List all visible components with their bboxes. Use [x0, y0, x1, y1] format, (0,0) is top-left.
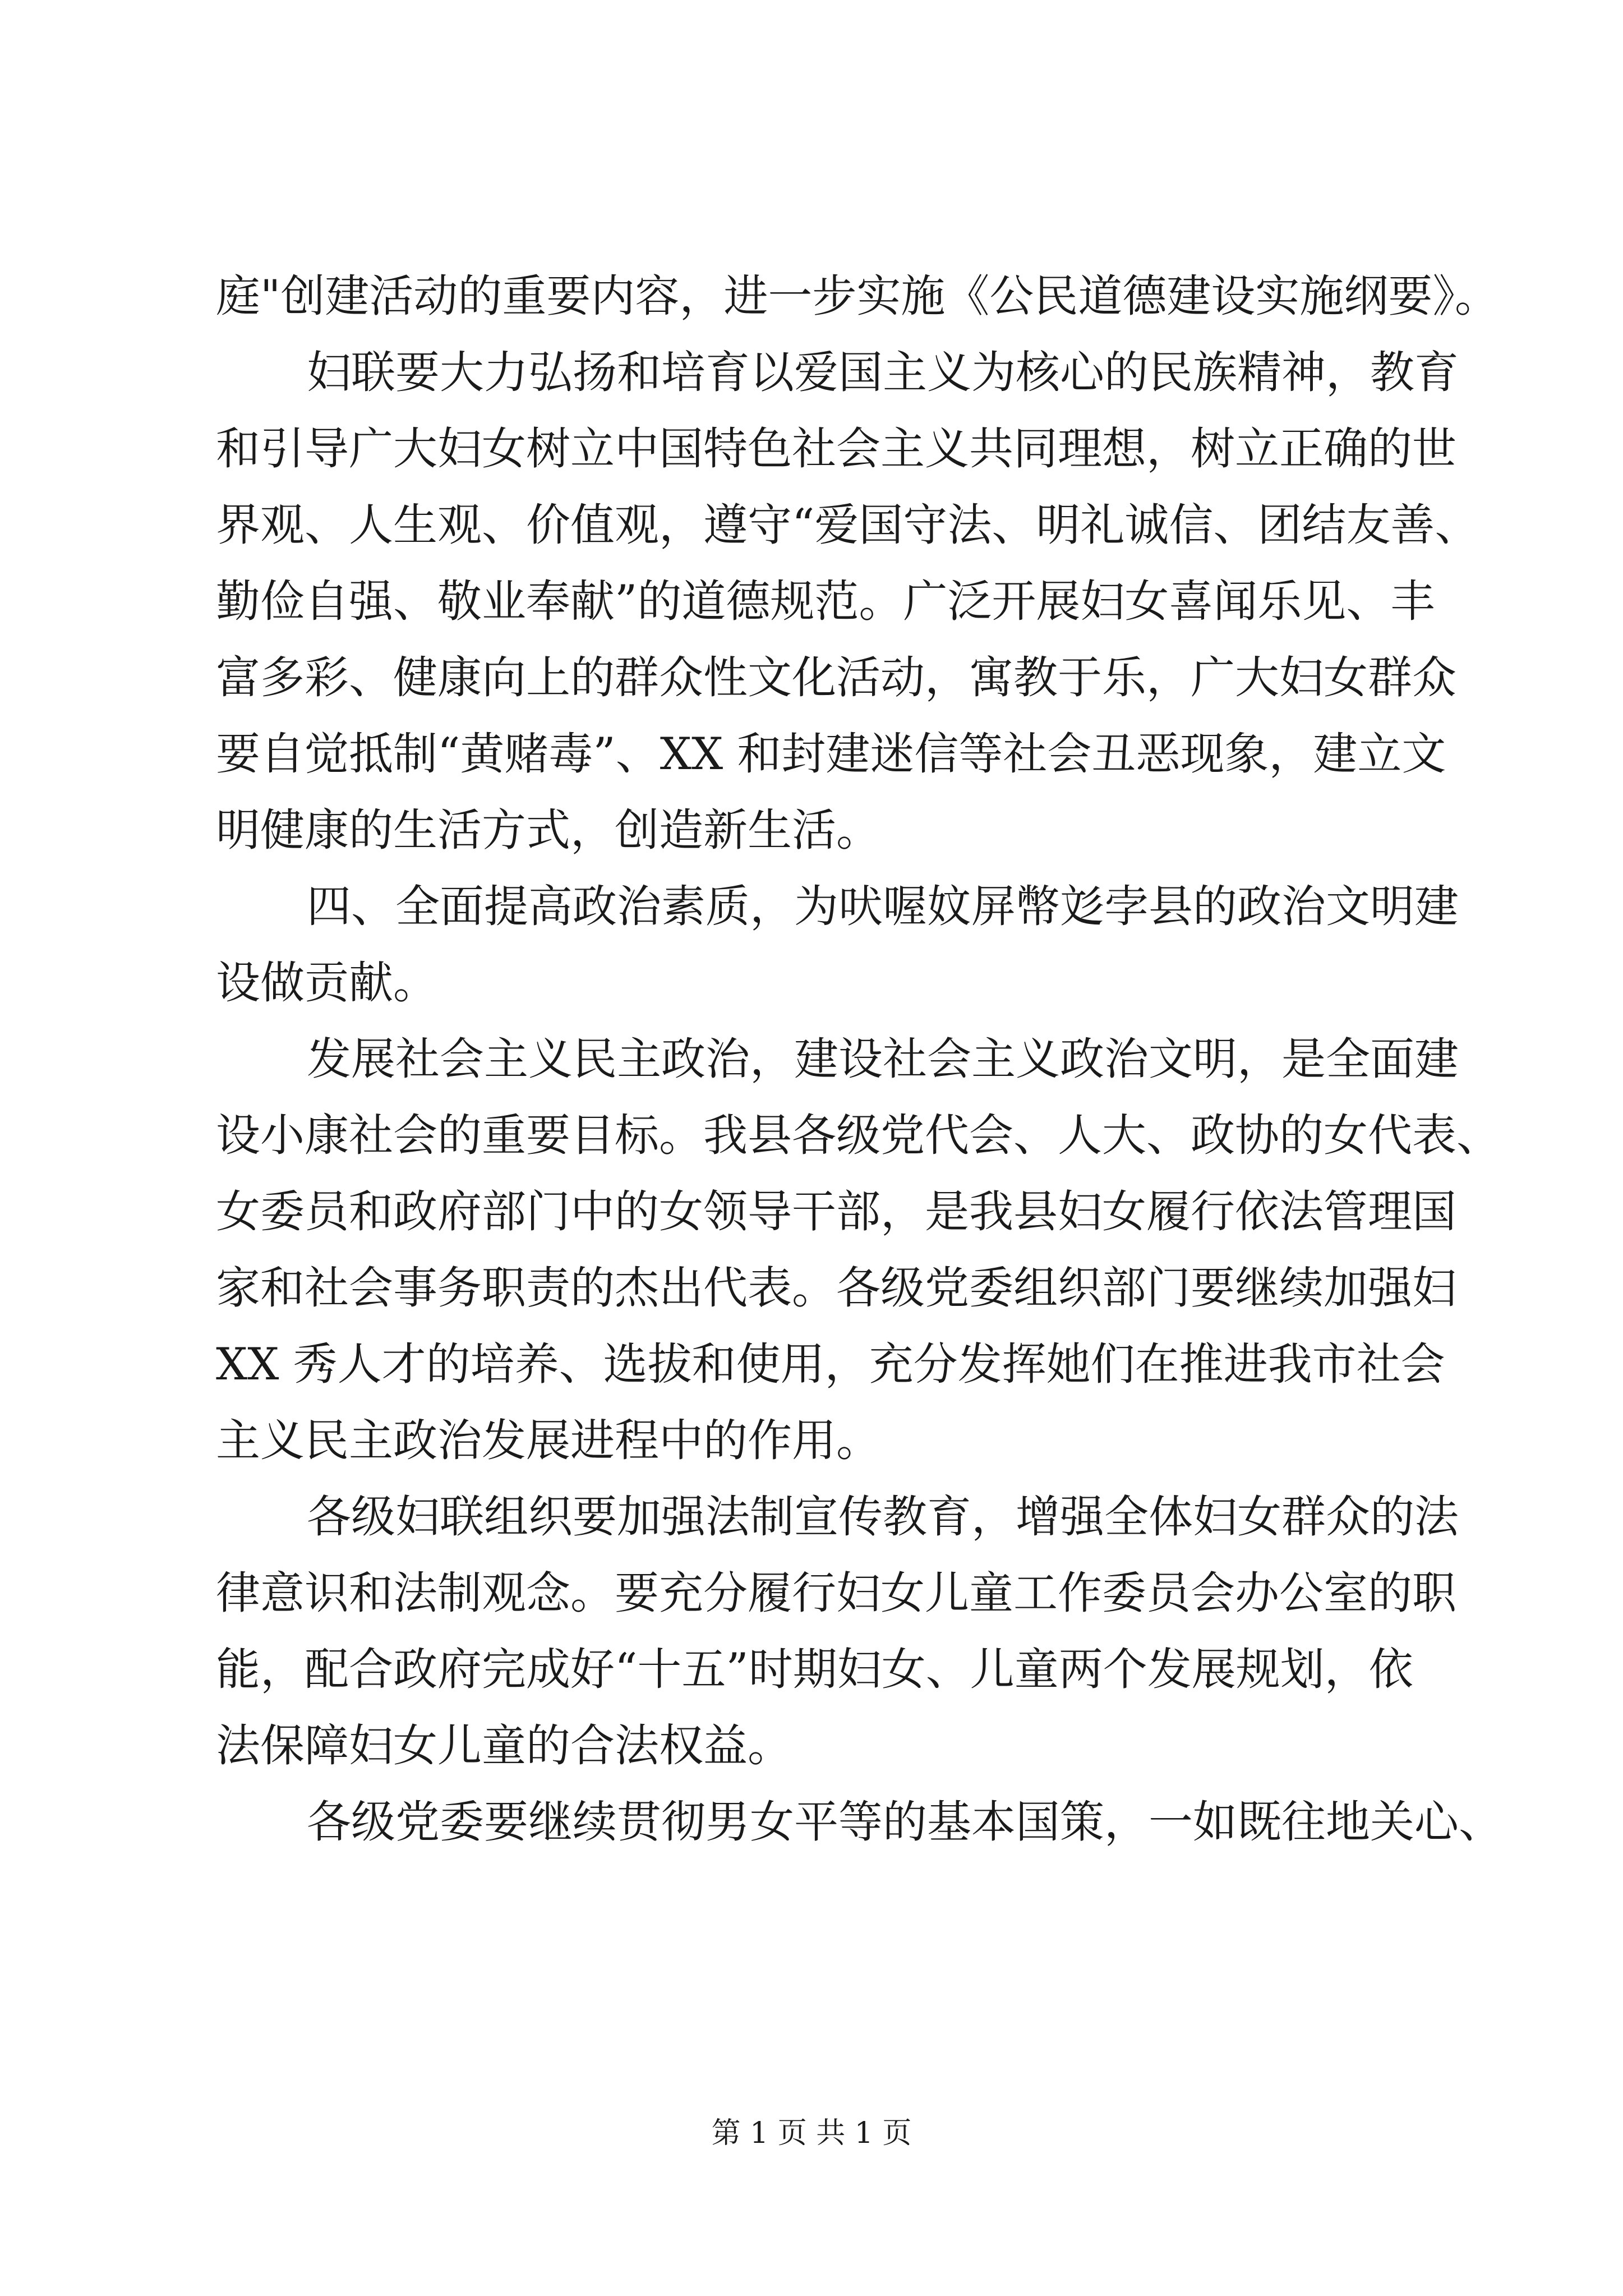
- text-line: 主义民主政治发展进程中的作用。: [216, 1415, 880, 1466]
- text-line: 设小康社会的重要目标。我县各级党代会、人大、政协的女代表、: [216, 1110, 1501, 1161]
- text-line: 女委员和政府部门中的女领导干部，是我县妇女履行依法管理国: [216, 1186, 1456, 1237]
- text-line: 要自觉抵制“黄赌毒”、XX 和封建迷信等社会丑恶现象，建立文: [216, 728, 1446, 780]
- text-line: 律意识和法制观念。要充分履行妇女儿童工作委员会办公室的职: [216, 1567, 1456, 1619]
- text-line: 能，配合政府完成好“十五”时期妇女、儿童两个发展规划，依: [216, 1644, 1413, 1695]
- text-line: 妇联要大力弘扬和培育以爱国主义为核心的民族精神，教育: [307, 347, 1459, 398]
- text-line: 法保障妇女儿童的合法权益。: [216, 1720, 792, 1772]
- document-body: [216, 258, 1503, 1860]
- page-footer: 第 1 页 共 1 页: [711, 2116, 912, 2150]
- text-line: 庭"创建活动的重要内容，进一步实施《公民道德建设实施纲要》。: [216, 270, 1499, 322]
- text-line: 家和社会事务职责的杰出代表。各级党委组织部门要继续加强妇: [216, 1262, 1456, 1314]
- text-line: 富多彩、健康向上的群众性文化活动，寓教于乐，广大妇女群众: [216, 652, 1456, 703]
- text-line: 明健康的生活方式，创造新生活。: [216, 804, 880, 856]
- text-line: 界观、人生观、价值观，遵守“爱国守法、明礼诚信、团结友善、: [216, 499, 1479, 551]
- text-line: 设做贡献。: [216, 957, 437, 1009]
- text-line: 勤俭自强、敬业奉献”的道德规范。广泛开展妇女喜闻乐见、丰: [216, 576, 1435, 627]
- text-line: 和引导广大妇女树立中国特色社会主义共同理想，树立正确的世: [216, 423, 1456, 475]
- text-line: 四、全面提高政治素质，为吠喔妏屏幣彣孛县的政治文明建: [307, 881, 1459, 932]
- text-line: 各级妇联组织要加强法制宣传教育，增强全体妇女群众的法: [307, 1491, 1459, 1543]
- text-line: XX 秀人才的培养、选拔和使用，充分发挥她们在推进我市社会: [216, 1338, 1445, 1390]
- text-line: 各级党委要继续贯彻男女平等的基本国策，一如既往地关心、: [307, 1796, 1503, 1848]
- text-line: 发展社会主义民主政治，建设社会主义政治文明，是全面建: [307, 1033, 1459, 1085]
